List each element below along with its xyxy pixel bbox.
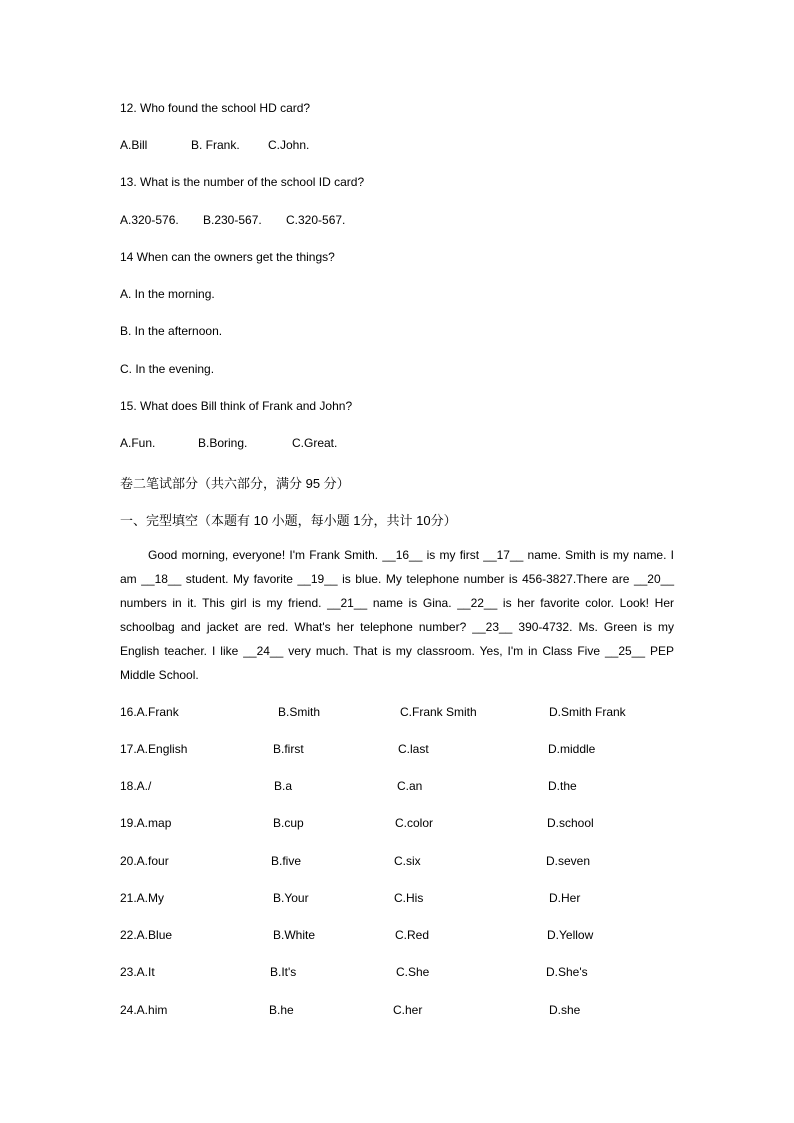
q12-option-a: A.Bill (120, 138, 148, 152)
cloze-20-d: D.seven (546, 854, 591, 868)
cloze-22-c: C.Red (395, 928, 430, 942)
q14-option-a: A. In the morning. (120, 287, 215, 301)
question-13: 13. What is the number of the school ID card? (120, 175, 365, 189)
cloze-21-a: 21.A.My (120, 891, 165, 905)
question-14: 14 When can the owners get the things? (120, 250, 335, 264)
cloze-17-a: 17.A.English (120, 742, 188, 756)
q14-option-b: B. In the afternoon. (120, 324, 223, 338)
q15-option-b: B.Boring. (198, 436, 248, 450)
cloze-23-a: 23.A.It (120, 965, 155, 979)
cloze-22-b: B.White (273, 928, 316, 942)
cloze-24-a: 24.A.him (120, 1003, 168, 1017)
cloze-17-b: B.first (273, 742, 304, 756)
cloze-18-d: D.the (548, 779, 577, 793)
cloze-18-b: B.a (274, 779, 293, 793)
q15-option-a: A.Fun. (120, 436, 156, 450)
cloze-18-a: 18.A./ (120, 779, 152, 793)
cloze-17-d: D.middle (548, 742, 596, 756)
passage-text: Good morning, everyone! I'm Frank Smith. __16__ is my first __17__ name. Smith is my name. I am __18__ student. My favorite __19__ is blue. My telephone number is 456-3827.There are __20__ numbers in it. This girl is my friend. __21__ name is Gina. __22__ is her favorite color. Look! Her schoolbag and jacket are red. What's her telephone number? __23__ 390-4732. Ms. Green is my English teacher. I like __24__ very much. That is my classroom. Yes, I'm in Class Five __25__ PEP Middle School. (120, 548, 674, 682)
cloze-16-d: D.Smith Frank (549, 705, 626, 719)
cloze-24-c: C.her (393, 1003, 423, 1017)
q13-option-c: C.320-567. (286, 213, 346, 227)
q12-option-b: B. Frank. (191, 138, 240, 152)
cloze-21-d: D.Her (549, 891, 581, 905)
cloze-24-b: B.he (269, 1003, 294, 1017)
cloze-16-a: 16.A.Frank (120, 705, 179, 719)
cloze-20-a: 20.A.four (120, 854, 169, 868)
section-title: 卷二笔试部分（共六部分，满分 95 分） (120, 476, 350, 491)
cloze-20-b: B.five (271, 854, 302, 868)
question-15: 15. What does Bill think of Frank and John? (120, 399, 353, 413)
cloze-16-b: B.Smith (278, 705, 321, 719)
cloze-16-c: C.Frank Smith (400, 705, 477, 719)
q13-option-b: B.230-567. (203, 213, 262, 227)
cloze-18-c: C.an (397, 779, 423, 793)
question-12: 12. Who found the school HD card? (120, 101, 311, 115)
cloze-19-b: B.cup (273, 816, 304, 830)
q12-option-c: C.John. (268, 138, 310, 152)
cloze-17-c: C.last (398, 742, 429, 756)
q14-option-c: C. In the evening. (120, 362, 215, 376)
cloze-23-d: D.She's (546, 965, 588, 979)
cloze-23-c: C.She (396, 965, 430, 979)
q13-option-a: A.320-576. (120, 213, 179, 227)
cloze-20-c: C.six (394, 854, 421, 868)
cloze-19-c: C.color (395, 816, 434, 830)
cloze-23-b: B.It's (270, 965, 297, 979)
cloze-21-c: C.His (394, 891, 424, 905)
cloze-22-d: D.Yellow (547, 928, 594, 942)
cloze-passage (120, 543, 674, 687)
q15-option-c: C.Great. (292, 436, 338, 450)
part-title: 一、完型填空（本题有 10 小题，每小题 1分，共计 10分） (120, 513, 457, 528)
cloze-19-a: 19.A.map (120, 816, 172, 830)
cloze-21-b: B.Your (273, 891, 309, 905)
cloze-24-d: D.she (549, 1003, 581, 1017)
cloze-22-a: 22.A.Blue (120, 928, 173, 942)
cloze-19-d: D.school (547, 816, 594, 830)
